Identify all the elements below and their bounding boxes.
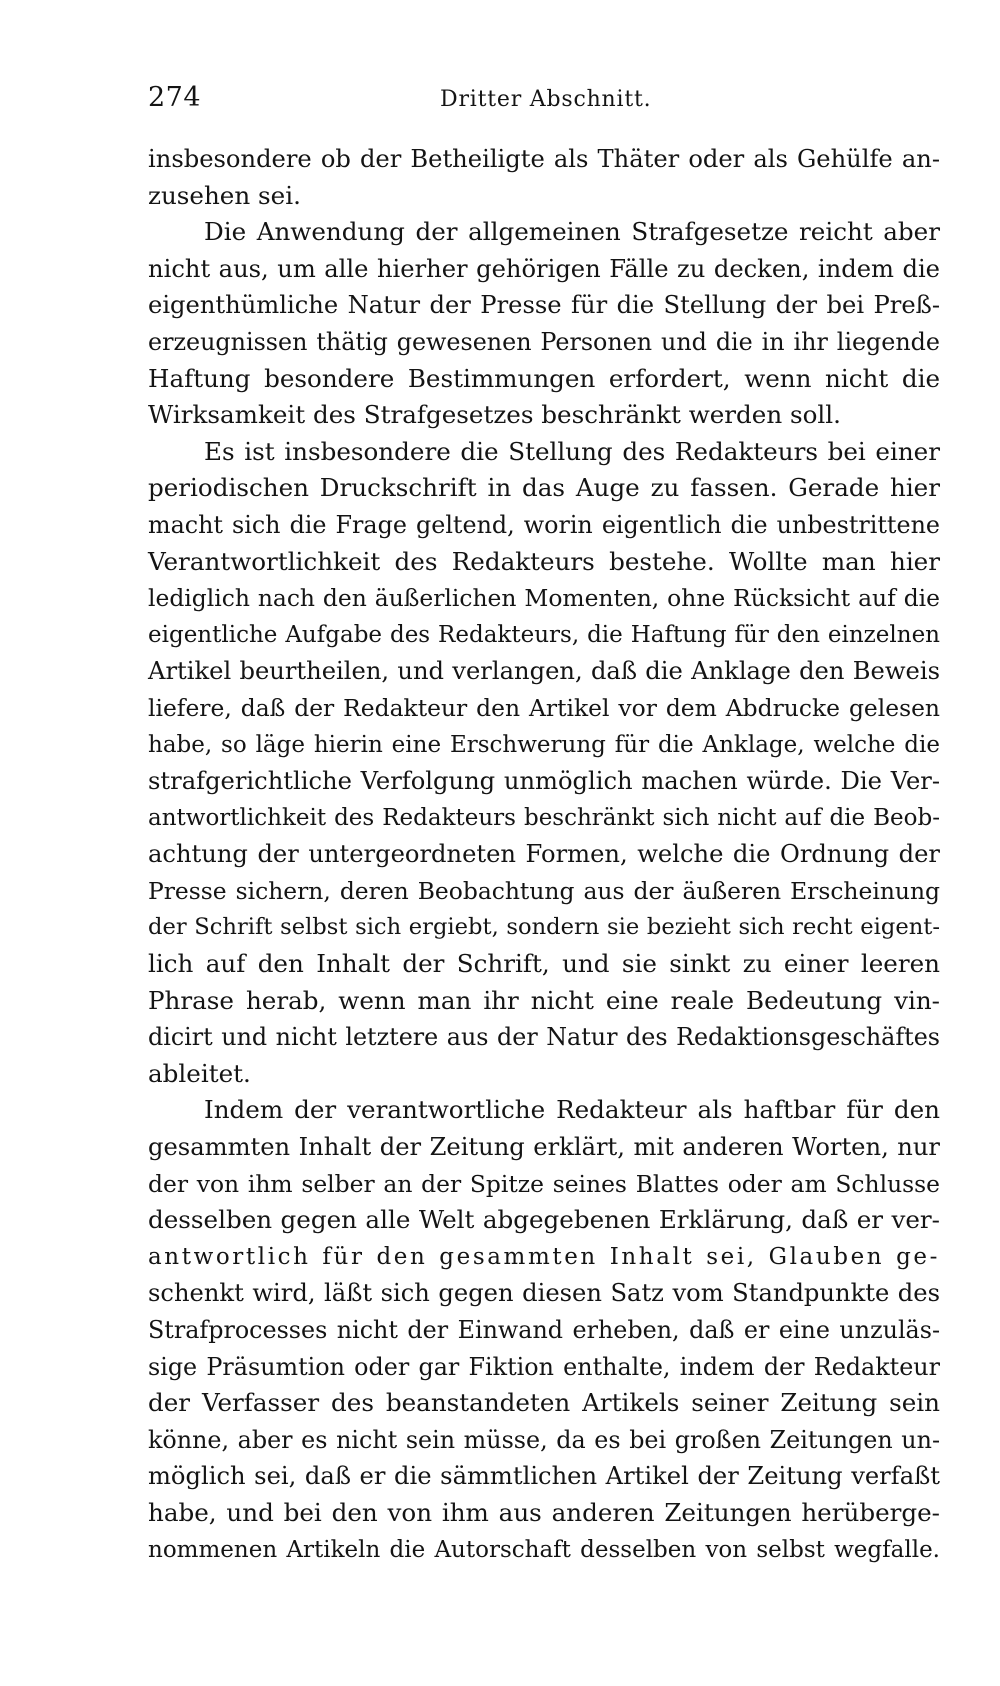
paragraph-first-line: Die Anwendung der allgemeinen Strafgesetze reicht aber	[204, 217, 940, 247]
text-line: strafgerichtliche Verfolgung unmöglich machen würde. Die Ver-	[148, 767, 940, 796]
text-line: zusehen sei.	[148, 180, 301, 210]
text-line: macht sich die Frage geltend, worin eigentlich die unbestrittene	[148, 510, 940, 539]
text-line: achtung der untergeordneten Formen, welche die Ordnung der	[148, 840, 940, 869]
text-line: Phrase herab, wenn man ihr nicht eine reale Bedeutung vin-	[148, 985, 940, 1015]
text-line: periodischen Druckschrift in das Auge zu fassen. Gerade hier	[148, 473, 940, 503]
text-line: Wirksamkeit des Strafgesetzes beschränkt werden soll.	[148, 400, 841, 430]
text-line: erzeugnissen thätig gewesenen Personen und die in ihr liegende	[148, 327, 940, 356]
text-line: Presse sichern, deren Beobachtung aus der äußeren Erscheinung	[148, 876, 940, 905]
text-line: Verantwortlichkeit des Redakteurs bestehe. Wollte man hier	[148, 546, 940, 576]
text-line: der von ihm selber an der Spitze seines Blattes oder am Schlusse	[148, 1169, 940, 1198]
text-line: ableitet.	[148, 1058, 251, 1088]
text-line: lich auf den Inhalt der Schrift, und sie sinkt zu einer leeren	[148, 949, 940, 979]
text-line: antwortlich für den gesammten Inhalt sei, Glauben ge-	[148, 1243, 940, 1270]
text-line: dicirt und nicht letztere aus der Natur des Redaktionsgeschäftes	[148, 1023, 940, 1052]
text-line: habe, so läge hierin eine Erschwerung für die Anklage, welche die	[148, 731, 940, 758]
text-line: sige Präsumtion oder gar Fiktion enthalte, indem der Redakteur	[148, 1352, 940, 1381]
text-line: habe, und bei den von ihm aus anderen Zeitungen herüberge-	[148, 1497, 940, 1527]
text-line: Strafprocesses nicht der Einwand erheben, daß er eine unzuläs-	[148, 1316, 940, 1344]
text-line: nommenen Artikeln die Autorschaft desselben von selbst wegfalle.	[148, 1536, 940, 1563]
text-line: eigenthümliche Natur der Presse für die Stellung der bei Preß-	[148, 291, 940, 320]
text-line: schenkt wird, läßt sich gegen diesen Satz vom Standpunkte des	[148, 1279, 940, 1308]
paragraph-first-line: Indem der verantwortliche Redakteur als haftbar für den	[204, 1095, 940, 1125]
page-header	[148, 82, 942, 126]
text-line: liefere, daß der Redakteur den Artikel vor dem Abdrucke gelesen	[148, 693, 940, 722]
text-line: eigentliche Aufgabe des Redakteurs, die Haftung für den einzelnen	[148, 621, 940, 648]
text-line: gesammten Inhalt der Zeitung erklärt, mit anderen Worten, nur	[148, 1133, 940, 1162]
text-line: möglich sei, daß er die sämmtlichen Artikel der Zeitung verfaßt	[148, 1462, 940, 1491]
body-text	[148, 141, 940, 1568]
page-number: 274	[148, 82, 202, 113]
text-line: Artikel beurtheilen, und verlangen, daß die Anklage den Beweis	[148, 657, 940, 686]
text-line: lediglich nach den äußerlichen Momenten, ohne Rücksicht auf die	[148, 584, 940, 613]
text-line: Haftung besondere Bestimmungen erfordert, wenn nicht die	[148, 363, 940, 393]
running-head: Dritter Abschnitt.	[440, 87, 652, 112]
text-line: nicht aus, um alle hierher gehörigen Fälle zu decken, indem die	[148, 254, 940, 283]
text-line: könne, aber es nicht sein müsse, da es bei großen Zeitungen un-	[148, 1425, 940, 1454]
text-line: insbesondere ob der Betheiligte als Thäter oder als Gehülfe an-	[148, 145, 940, 173]
text-line: der Verfasser des beanstandeten Artikels seiner Zeitung sein	[148, 1388, 940, 1418]
text-line: antwortlichkeit des Redakteurs beschränkt sich nicht auf die Beob-	[148, 804, 940, 831]
paragraph-first-line: Es ist insbesondere die Stellung des Redakteurs bei einer	[204, 436, 940, 466]
text-line: der Schrift selbst sich ergiebt, sondern sie bezieht sich recht eigent-	[148, 914, 940, 941]
text-line: desselben gegen alle Welt abgegebenen Erklärung, daß er ver-	[148, 1205, 940, 1235]
